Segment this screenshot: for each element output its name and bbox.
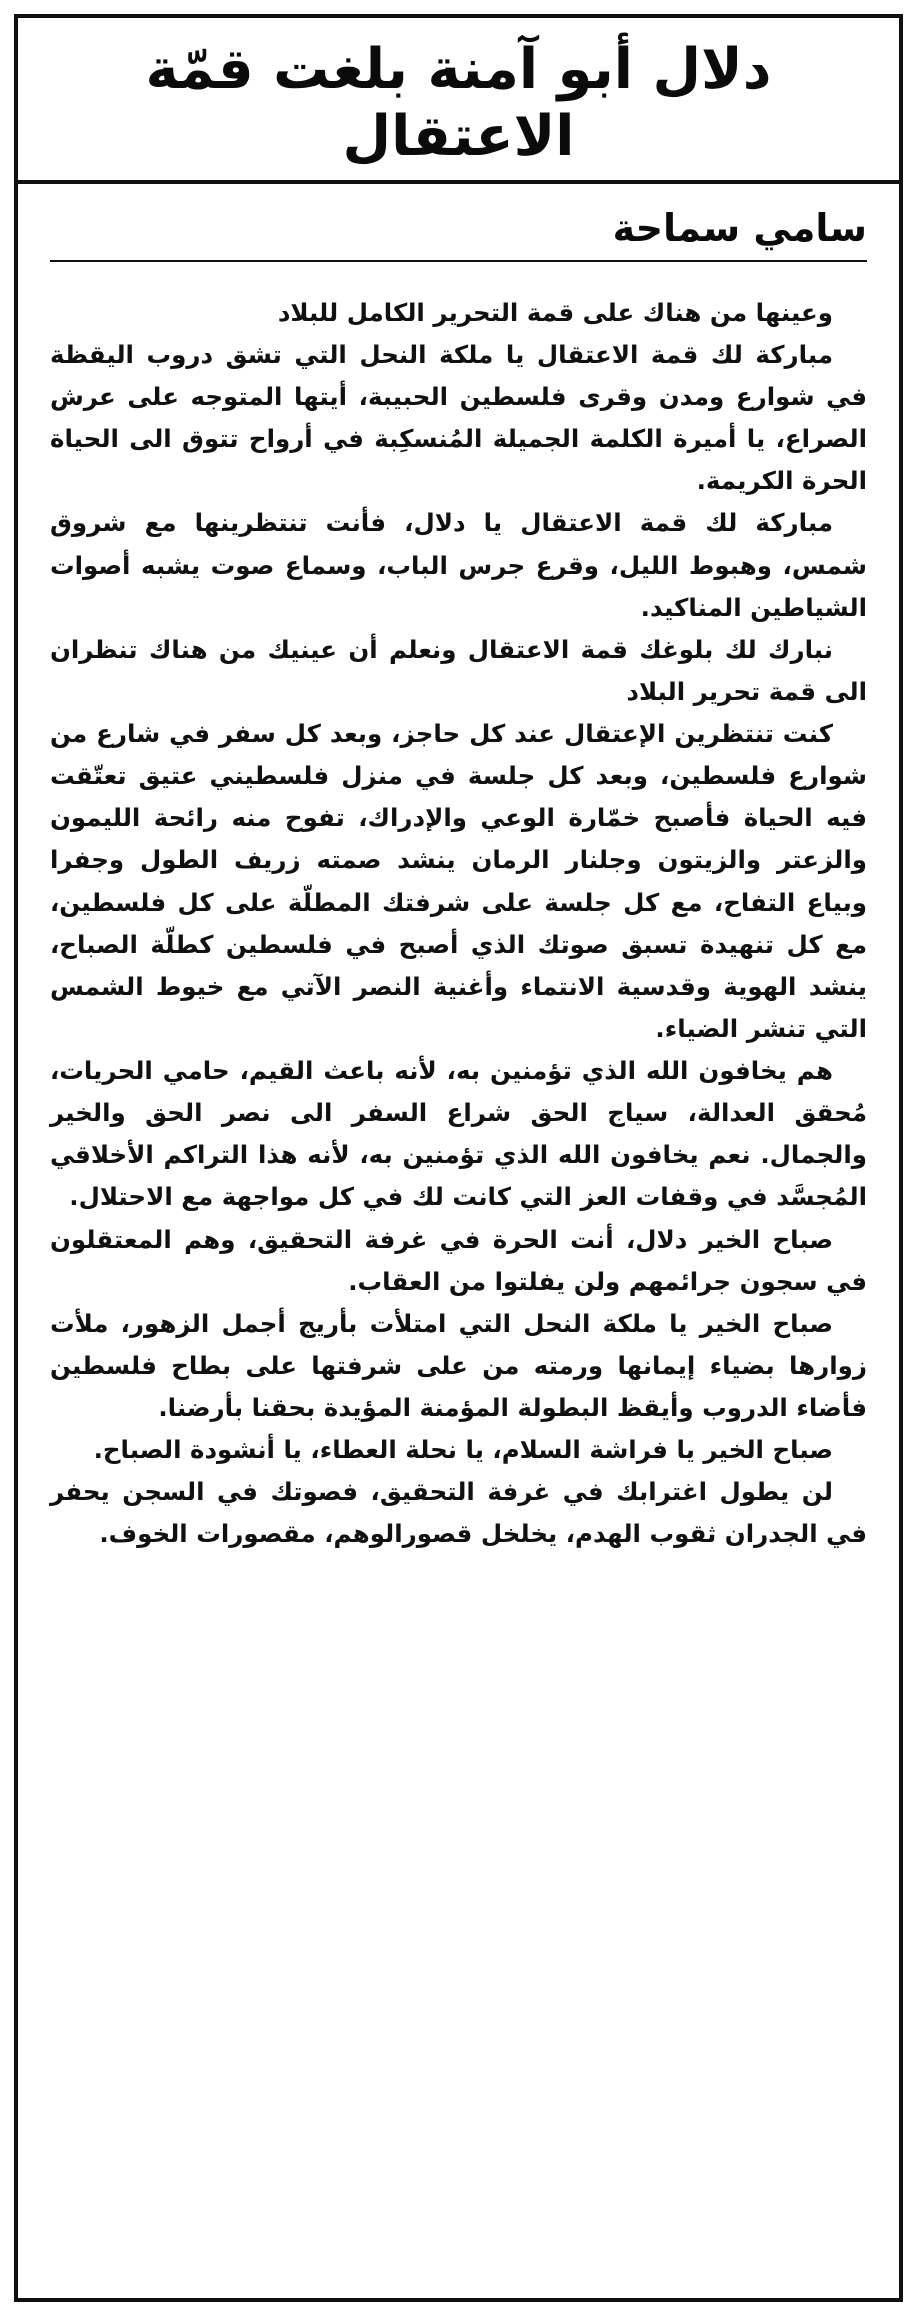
- article-paragraph: لن يطول اغترابك في غرفة التحقيق، فصوتك في السجن يحفر في الجدران ثقوب الهدم، يخلخل قصورالوهم، مقصورات الخوف.: [50, 1477, 867, 1549]
- article-paragraph: كنت تنتظرين الإعتقال عند كل حاجز، وبعد كل سفر في شارع من شوارع فلسطين، وبعد كل جلسة في منزل فلسطيني عتيق تعتّقت فيه الحياة فأصبح خمّارة الوعي والإدراك، تفوح منه رائحة الليمون والزعتر والزيتون وجلنار الرمان ينشد صمته زريف الطول وجفرا وبياع التفاح، مع كل جلسة على شرفتك المطلّة على كل فلسطين، مع كل تنهيدة تسبق صوتك الذي أصبح في فلسطين كطلّة الصباح، ينشد الهوية وقدسية الانتماء وأغنية النصر الآتي مع خيوط الشمس التي تنشر الضياء.: [50, 719, 867, 1043]
- byline-divider: [50, 260, 867, 262]
- article-paragraph: مباركة لك قمة الاعتقال يا دلال، فأنت تنتظرينها مع شروق شمس، وهبوط الليل، وقرع جرس الباب، وسماع صوت يشبه أصوات الشياطين المناكيد.: [50, 508, 867, 622]
- article-paragraph: صباح الخير يا فراشة السلام، يا نحلة العطاء، يا أنشودة الصباح.: [93, 1435, 833, 1465]
- article-paragraph: مباركة لك قمة الاعتقال يا ملكة النحل التي تشق دروب اليقظة في شوارع ومدن وقرى فلسطين الحبيبة، أيتها المتوجه على عرش الصراع، يا أميرة الكلمة الجميلة المُنسكِبة في أرواح تتوق الى الحياة الحرة الكريمة.: [50, 339, 867, 496]
- article-frame: [14, 14, 903, 2302]
- headline-divider: [18, 180, 899, 184]
- article-body: [50, 292, 867, 1556]
- article-headline: دلال أبو آمنة بلغت قمّة الاعتقال: [145, 37, 772, 170]
- article-paragraph: صباح الخير يا ملكة النحل التي امتلأت بأريج أجمل الزهور، ملأت زوارها بضياء إيمانها ورمته من على شرفتها على بطاح فلسطين فأضاء الدروب وأيقظ البطولة المؤمنة المؤيدة بحقنا بأرضنا.: [50, 1308, 867, 1423]
- article-paragraph: صباح الخير دلال، أنت الحرة في غرفة التحقيق، وهم المعتقلون في سجون جرائمهم ولن يفلتوا من العقاب.: [50, 1224, 867, 1296]
- article-byline: سامي سماحة: [612, 206, 867, 251]
- article-paragraph: وعينها من هناك على قمة التحرير الكامل للبلاد: [277, 297, 833, 327]
- article-paragraph: هم يخافون الله الذي تؤمنين به، لأنه باعث القيم، حامي الحريات، مُحقق العدالة، سياج الحق شراع السفر الى نصر الحق والخير والجمال. نعم يخافون الله الذي تؤمنين به، لأنه هذا التراكم الأخلاقي المُجسَّد في وقفات العز التي كانت لك في كل مواجهة مع الاحتلال.: [50, 1056, 867, 1212]
- article-paragraph: نبارك لك بلوغك قمة الاعتقال ونعلم أن عينيك من هناك تنظران الى قمة تحرير البلاد: [50, 634, 867, 706]
